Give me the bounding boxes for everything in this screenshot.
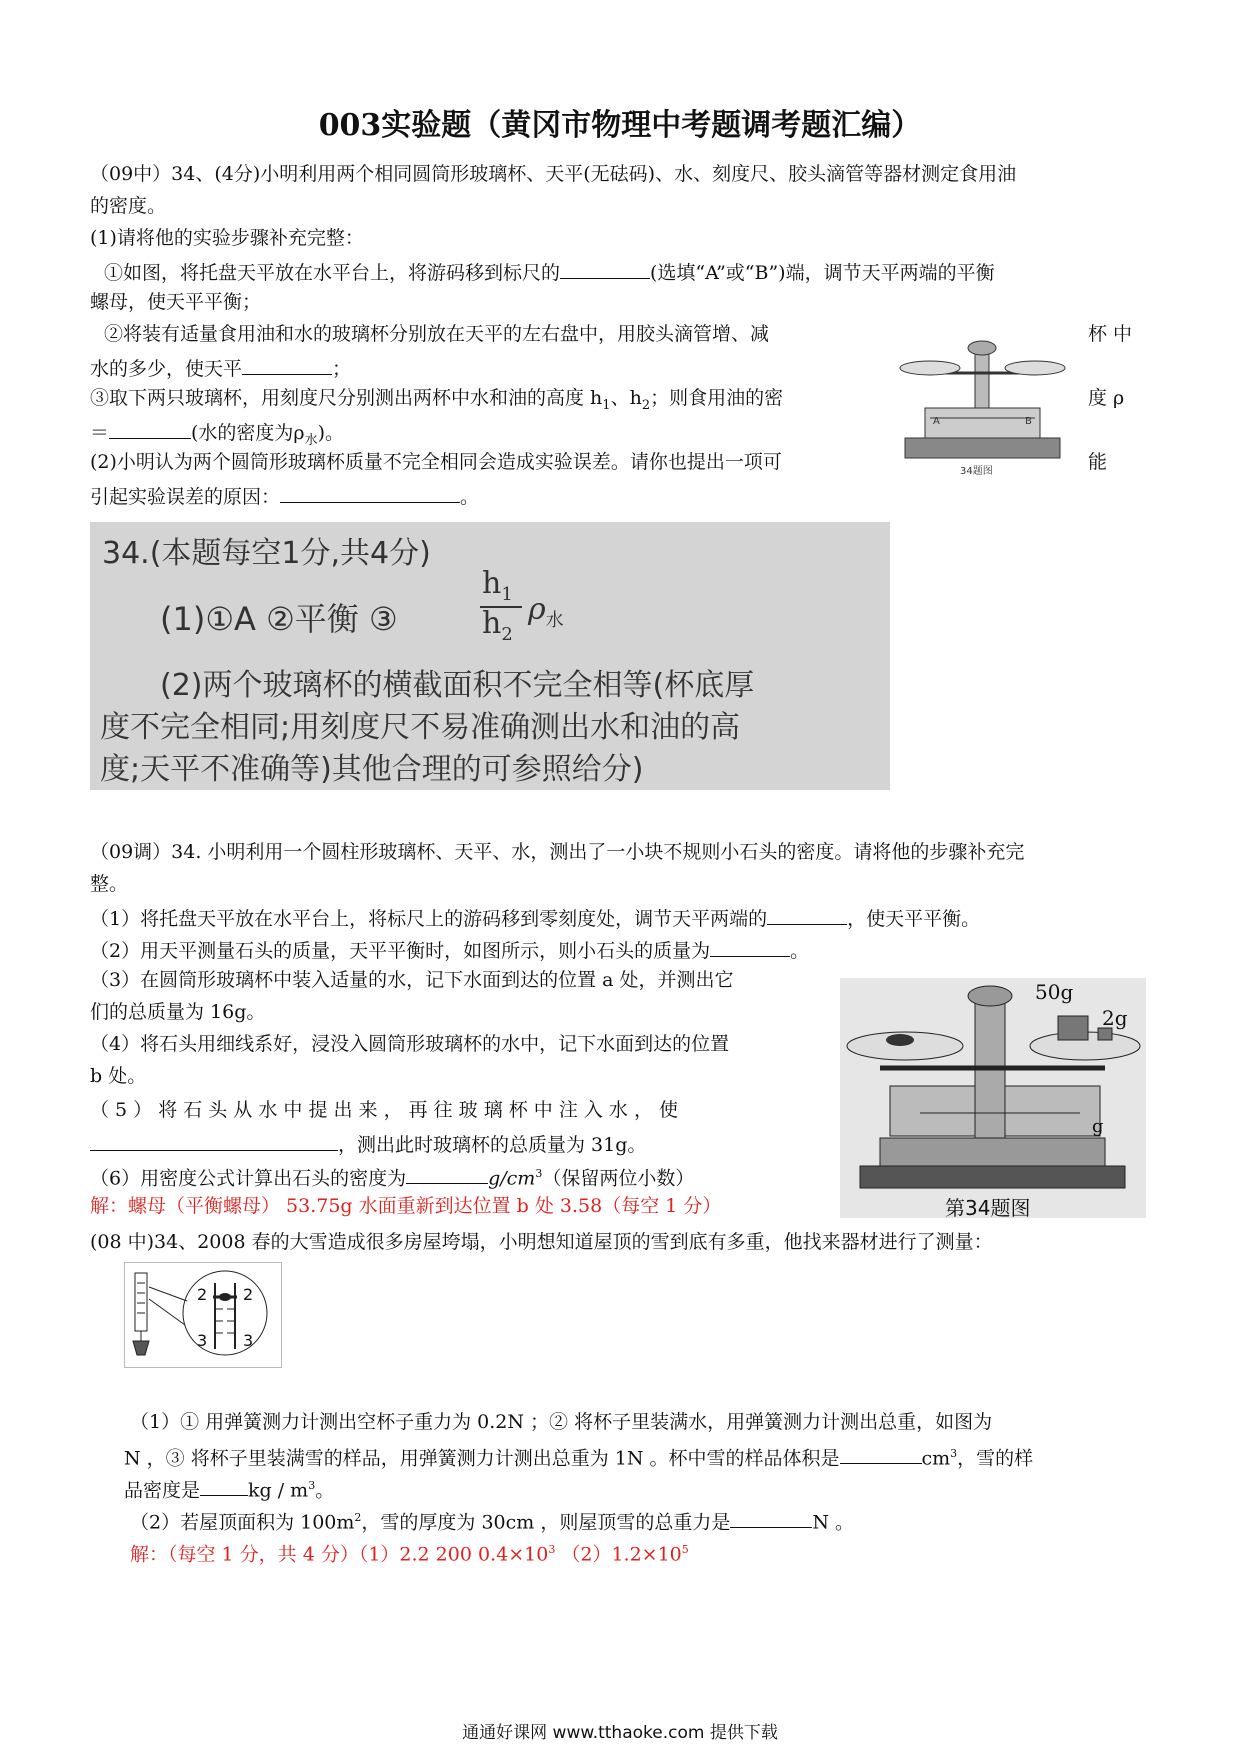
q1-line-11	[90, 482, 479, 509]
q1-line-7	[90, 354, 351, 381]
q1-error-text: 引起实验误差的原因：	[90, 486, 281, 508]
q1-step3-text-c: ；则食用油的密	[650, 387, 784, 409]
q2-step2-text: （2）用天平测量石头的质量，天平平衡时，如图所示，则小石头的质量为	[90, 940, 711, 962]
q3-line-1: (08 中)34、2008 春的大雪造成很多房屋垮塌，小明想知道屋顶的雪到底有多重，他找来器材进行了测量：	[90, 1231, 993, 1253]
spring-scale-figure	[124, 1262, 282, 1368]
q2-blank-4	[406, 1163, 488, 1184]
q3-blank-1	[840, 1443, 922, 1464]
frac-denominator: $h_2$	[482, 606, 513, 645]
q2-step1-text: （1）将托盘天平放在水平台上，将标尺上的游码移到零刻度处，调节天平两端的	[90, 908, 768, 930]
q2-answer: 解：螺母（平衡螺母） 53.75g 水面重新到达位置 b 处 3.58（每空 1 分）	[90, 1195, 722, 1217]
q1-step1-text-b: (选填“A”或“B”)端，调节天平两端的平衡	[650, 262, 995, 284]
q2-line-11	[90, 1162, 694, 1190]
q2-line-1: （09调）34. 小明利用一个圆柱形玻璃杯、天平、水，测出了一小块不规则小石头的密度。请将他的步骤补充完	[90, 841, 1025, 863]
q2-step2-end: 。	[790, 940, 810, 962]
q3-line-4	[124, 1474, 334, 1502]
q1-line-10: (2)小明认为两个圆筒形玻璃杯质量不完全相同会造成实验误差。请你也提出一项可	[90, 451, 782, 473]
q2-unit: g/cm	[488, 1167, 536, 1190]
q3-unit-cm: cm	[921, 1447, 951, 1470]
page-title: 003实验题（黄冈市物理中考题调考题汇编）	[318, 108, 922, 143]
answer-part2-line3: 度;天平不准确等)其他合理的可参照给分)	[100, 752, 644, 787]
q1-sub-1: 1	[602, 397, 611, 413]
q3-blank-3	[730, 1507, 812, 1528]
fig1-caption: 34题图	[960, 466, 993, 477]
answer-part2-line1: (2)两个玻璃杯的横截面积不完全相等(杯底厚	[160, 668, 755, 703]
q1-step1-text: ①如图，将托盘天平放在水平台上，将游码移到标尺的	[104, 262, 561, 284]
q2-line-7: （4）将石头用细线系好，浸没入圆筒形玻璃杯的水中，记下水面到达的位置	[90, 1033, 730, 1055]
q1-water-sub: 水	[304, 432, 318, 448]
scale-label-2-left: 2	[197, 1285, 208, 1304]
q2-unit-exp: 3	[535, 1167, 543, 1180]
q1-blank-1	[560, 258, 650, 279]
q2-line-8: b 处。	[90, 1065, 147, 1087]
q2-blank-3	[90, 1130, 338, 1151]
q2-line-10	[90, 1130, 646, 1157]
q2-step6-text: （6）用密度公式计算出石头的密度为	[90, 1167, 407, 1190]
q3-part2-end: N 。	[812, 1511, 855, 1534]
q2-line-2: 整。	[90, 873, 129, 895]
q3-area-exp: 2	[354, 1511, 362, 1524]
q3-density-text: 品密度是	[124, 1479, 201, 1502]
q2-blank-2	[710, 936, 790, 957]
q1-water-density-text: (水的密度为ρ	[191, 422, 305, 444]
q1-sub-2: 2	[641, 397, 651, 413]
q1-water-density-end: )。	[317, 422, 345, 444]
q1-blank-2	[242, 354, 332, 375]
q1-error-end: 。	[460, 486, 480, 508]
q3-part1-end: ，雪的样	[957, 1447, 1034, 1470]
q3-density-unit-exp: 3	[308, 1479, 316, 1492]
q3-density-end: 。	[315, 1479, 335, 1502]
q1-blank-4	[280, 482, 460, 503]
q1-line-8	[90, 386, 783, 418]
q3-answer-a: 解：（每空 1 分，共 4 分）（1）2.2 200 0.4×10	[130, 1543, 549, 1566]
q3-answer-c: （2）1.2×10	[555, 1543, 682, 1566]
q3-unit-cm-exp: 3	[950, 1447, 958, 1460]
balance-figure-q1	[895, 338, 1070, 478]
q1-step3-text-b: 、h	[610, 387, 642, 409]
q1-line-6-right: 杯 中	[1088, 323, 1133, 345]
balance-figure-q2	[840, 978, 1146, 1218]
q3-blank-2	[200, 1475, 248, 1496]
q1-step2-end: ；	[332, 358, 352, 380]
q1-line-1: （09中）34、(4分)小明利用两个相同圆筒形玻璃杯、天平(无砝码)、水、刻度尺、胶头滴管等器材测定食用油	[90, 163, 1017, 185]
q2-line-3	[90, 904, 980, 931]
q1-line-8-right: 度 ρ	[1088, 387, 1125, 409]
q3-part2-text: （2）若屋顶面积为 100m	[130, 1511, 355, 1534]
q1-eq-sign: ＝	[90, 422, 110, 444]
fig1-label-a: A	[933, 416, 940, 427]
scale-label-2-right: 2	[243, 1285, 254, 1304]
q3-answer-exp-2: 5	[681, 1543, 689, 1556]
frac-numerator: $h_1$	[482, 566, 513, 605]
answer-scan-q1	[90, 522, 890, 790]
q2-step6-end: （保留两位小数）	[542, 1167, 695, 1190]
q2-step5-end: ，测出此时玻璃杯的总质量为 31g。	[338, 1134, 647, 1156]
fig1-label-b: B	[1025, 416, 1032, 427]
q2-line-4	[90, 936, 809, 963]
answer-part2-line2: 度不完全相同;用刻度尺不易准确测出水和油的高	[100, 710, 741, 745]
weight-50g-label: 50g	[1035, 980, 1074, 1004]
q2-blank-1	[767, 904, 847, 925]
q3-line-3	[124, 1442, 1033, 1470]
answer-part1: (1)①A ②平衡 ③	[160, 600, 398, 638]
answer-rho: $\rho_水$	[528, 592, 564, 631]
q1-step2-text: 水的多少，使天平	[90, 358, 243, 380]
q1-line-6: ②将装有适量食用油和水的玻璃杯分别放在天平的左右盘中，用胶头滴管增、减	[104, 323, 770, 345]
q2-line-6: 们的总质量为 16g。	[90, 1001, 266, 1023]
q3-line-5	[130, 1506, 854, 1534]
q2-line-9: （ 5 ） 将 石 头 从 水 中 提 出 来 ， 再 往 玻 璃 杯 中 注 入 水 ， 使	[90, 1099, 678, 1121]
q3-answer-exp-1: 3	[548, 1543, 556, 1556]
q2-step1-end: ，使天平平衡。	[847, 908, 981, 930]
q2-line-5: （3）在圆筒形玻璃杯中装入适量的水，记下水面到达的位置 a 处，并测出它	[90, 969, 734, 991]
q3-answer	[130, 1538, 689, 1566]
q1-line-9	[90, 418, 344, 453]
q1-step3-text: ③取下两只玻璃杯，用刻度尺分别测出两杯中水和油的高度 h	[90, 387, 603, 409]
q3-part1-text: N ，③ 将杯子里装满雪的样品，用弹簧测力计测出总重为 1N 。杯中雪的样品体积是	[124, 1447, 840, 1470]
answer-head: 34.(本题每空1分,共4分)	[102, 536, 431, 571]
q1-line-2: 的密度。	[90, 195, 167, 217]
scale-label-3-left: 3	[197, 1331, 208, 1350]
q1-line-3: (1)请将他的实验步骤补充完整：	[90, 227, 364, 249]
weight-2g-label: 2g	[1102, 1006, 1128, 1030]
q1-line-4	[104, 258, 995, 285]
scale-unit-label: g	[1092, 1116, 1104, 1137]
q1-blank-3	[109, 418, 191, 439]
fig2-caption: 第34题图	[945, 1196, 1031, 1220]
page-footer: 通通好课网 www.tthaoke.com 提供下载	[462, 1723, 778, 1743]
scale-label-3-right: 3	[243, 1331, 254, 1350]
q3-part2-text-b: ，雪的厚度为 30cm ，则屋顶雪的总重力是	[361, 1511, 731, 1534]
q3-line-2: （1）① 用弹簧测力计测出空杯子重力为 0.2N ；② 将杯子里装满水，用弹簧测力计测出总重，如图为	[130, 1411, 993, 1433]
q3-density-unit: kg / m	[248, 1479, 309, 1502]
q1-line-5: 螺母，使天平平衡；	[90, 291, 262, 313]
q1-line-10-right: 能	[1088, 451, 1108, 473]
